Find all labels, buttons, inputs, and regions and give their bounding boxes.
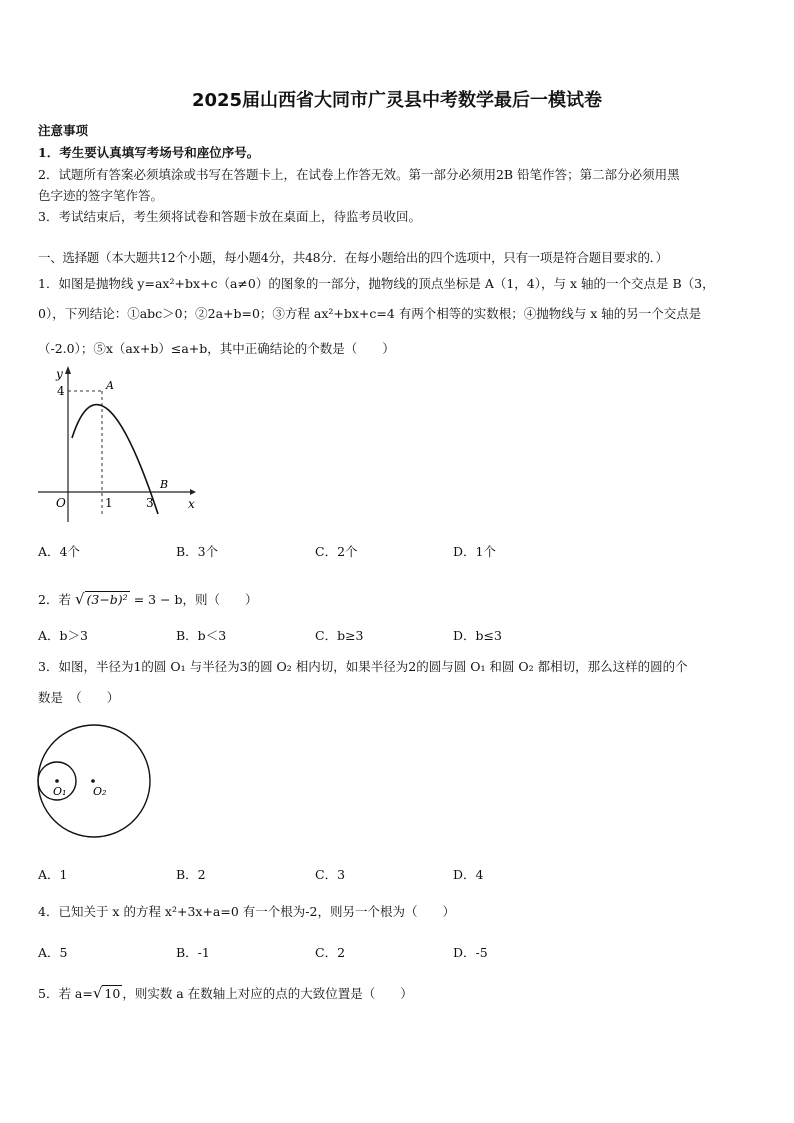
notice-item-2-cont: 色字迹的签字笔作答。 <box>38 188 164 203</box>
x-label: x <box>188 497 195 511</box>
q3-line1: 3．如图，半径为1的圆 O₁ 与半径为3的圆 O₂ 相内切，如果半径为2的圆与圆 O₁ 和圆 O₂ 都相切，那么这样的圆的个 <box>38 659 688 674</box>
q5-prefix: 5．若 a= <box>38 986 93 1001</box>
notice-item-2: 2．试题所有答案必须填涂或书写在答题卡上，在试卷上作答无效。第一部分必须用2B 铅笔作答；第二部分必须用黑 <box>38 167 680 182</box>
q4-option-c[interactable]: C．2 <box>315 945 346 960</box>
q4-option-d[interactable]: D．-5 <box>453 945 488 960</box>
q3-option-d[interactable]: D．4 <box>453 867 484 882</box>
q1-line1: 1．如图是抛物线 y=ax²+bx+c（a≠0）的图象的一部分，抛物线的顶点坐标是 A（1，4），与 x 轴的一个交点是 B（3， <box>38 276 715 291</box>
q2-option-c[interactable]: C．b≥3 <box>315 628 364 643</box>
q2-option-a[interactable]: A．b＞3 <box>38 628 88 643</box>
q5-stem: 5．若 a=√ 10 ，则实数 a 在数轴上对应的点的大致位置是（ ） <box>38 984 413 1002</box>
tick-x-3: 3 <box>146 496 154 510</box>
q1-option-b[interactable]: B．3个 <box>176 544 219 559</box>
q2-prefix: 2．若 <box>38 592 71 607</box>
center-o1 <box>55 779 59 783</box>
q2-option-d[interactable]: D．b≤3 <box>453 628 502 643</box>
q4-option-b[interactable]: B．-1 <box>176 945 210 960</box>
q3-option-b[interactable]: B．2 <box>176 867 206 882</box>
point-b-label: B <box>160 478 169 491</box>
q3-option-c[interactable]: C．3 <box>315 867 346 882</box>
vertex-label: A <box>106 379 114 392</box>
center-o2 <box>91 779 95 783</box>
page-title: 2025届山西省大同市广灵县中考数学最后一模试卷 <box>191 90 603 111</box>
q3-option-a[interactable]: A．1 <box>38 867 68 882</box>
parabola-graph <box>30 362 200 527</box>
q2-option-b[interactable]: B．b＜3 <box>176 628 227 643</box>
q1-option-c[interactable]: C．2个 <box>315 544 358 559</box>
q1-option-a[interactable]: A．4个 <box>38 544 80 559</box>
q1-line2: 0），下列结论：①abc＞0；②2a+b=0；③方程 ax²+bx+c=4 有两个相等的实数根；④抛物线与 x 轴的另一个交点是 <box>38 306 702 321</box>
q2-suffix: = 3 − b，则（ ） <box>133 592 258 607</box>
label-o1: O₁ <box>53 785 67 798</box>
tick-x-1: 1 <box>105 496 113 510</box>
y-label: y <box>56 367 63 381</box>
notice-item-3: 3．考试结束后，考生须将试卷和答题卡放在桌面上，待监考员收回。 <box>38 209 421 224</box>
q1-line3: （-2.0）；⑤x（ax+b）≤a+b，其中正确结论的个数是（ ） <box>38 341 395 356</box>
origin-label: O <box>56 496 66 510</box>
notice-heading: 注意事项 <box>38 123 89 138</box>
q3-line2: 数是 （ ） <box>38 690 120 705</box>
notice-item-1: 1．考生要认真填写考场号和座位序号。 <box>38 145 260 160</box>
label-o2: O₂ <box>93 785 107 798</box>
q1-option-d[interactable]: D．1个 <box>453 544 496 559</box>
tick-y-4: 4 <box>57 384 65 398</box>
q5-radicand: 10 <box>104 986 121 1001</box>
q5-suffix: ，则实数 a 在数轴上对应的点的大致位置是（ ） <box>122 986 413 1001</box>
q2-radicand: (3−b)² <box>86 592 128 607</box>
q4-option-a[interactable]: A．5 <box>38 945 68 960</box>
circles-figure <box>36 722 156 842</box>
q2-stem: 2．若 √ (3−b)² = 3 − b，则（ ） <box>38 590 258 608</box>
q4-stem: 4．已知关于 x 的方程 x²+3x+a=0 有一个根为-2，则另一个根为（ ） <box>38 904 455 919</box>
section-heading: 一、选择题（本大题共12个小题，每小题4分，共48分．在每小题给出的四个选项中，只有一项是符合题目要求的．） <box>38 250 668 265</box>
